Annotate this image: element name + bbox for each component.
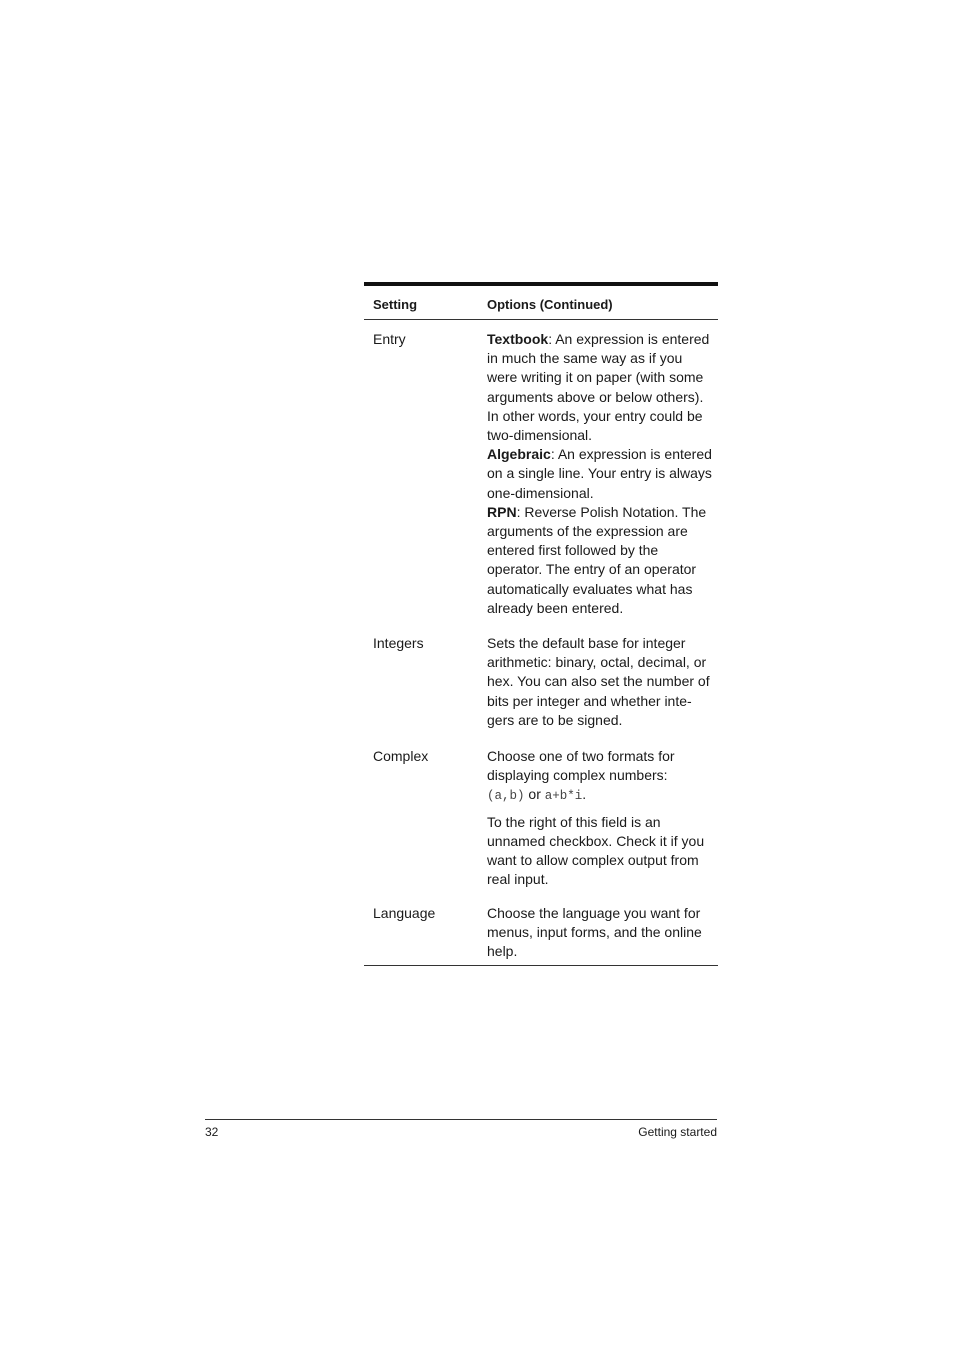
option-term: Algebraic — [487, 446, 551, 463]
setting-text: Choose the language you want for menus, input forms, and the online help. — [487, 905, 702, 960]
section-name: Getting started — [638, 1125, 717, 1139]
setting-name: Complex — [373, 748, 429, 764]
format-rectangular: a+b*i — [544, 789, 583, 804]
setting-name: Integers — [373, 635, 424, 651]
option-term: RPN — [487, 503, 517, 520]
setting-description — [487, 747, 713, 889]
setting-text-checkbox-note: To the right of this field is an unnamed checkbox. Check it if you want to allow complex output from real input. — [487, 813, 705, 888]
option-textbook — [487, 330, 713, 445]
option-term: Textbook — [487, 331, 549, 347]
settings-table — [364, 282, 718, 960]
table-header — [364, 286, 718, 320]
option-text: : An expression is entered in much the same way as if you were writing it on paper (with some arguments above or below others). In other words, your entry could be two-dimensional. — [487, 331, 710, 444]
or-word: or — [528, 786, 541, 803]
option-text: : An expression is entered on a single line. Your entry is always one-dimensional. — [487, 446, 712, 501]
setting-description — [487, 330, 713, 618]
setting-text-intro: Choose one of two formats for displaying complex numbers: — [487, 748, 675, 784]
setting-description — [487, 904, 713, 962]
setting-text: Sets the default base for integer arithmetic: binary, octal, decimal, or hex. You can also set the number of bits per integer and whether inte-gers are to be signed. — [487, 635, 710, 728]
setting-text — [487, 747, 713, 807]
period: . — [582, 786, 587, 803]
option-algebraic — [487, 445, 713, 503]
header-setting: Setting — [373, 297, 418, 312]
format-ordered-pair: (a,b) — [487, 789, 525, 804]
setting-name: Entry — [373, 331, 406, 347]
setting-name: Language — [373, 905, 436, 921]
option-text: : Reverse Polish Notation. The arguments of the expression are entered first followed by the operator. The entry of an operator automatically evaluates what has already been entered. — [487, 503, 707, 616]
page-footer — [205, 1119, 717, 1139]
page-number: 32 — [205, 1125, 219, 1139]
table-bottom-rule — [364, 965, 718, 966]
setting-description — [487, 634, 713, 730]
option-rpn — [487, 503, 713, 618]
header-options: Options (Continued) — [487, 297, 613, 312]
